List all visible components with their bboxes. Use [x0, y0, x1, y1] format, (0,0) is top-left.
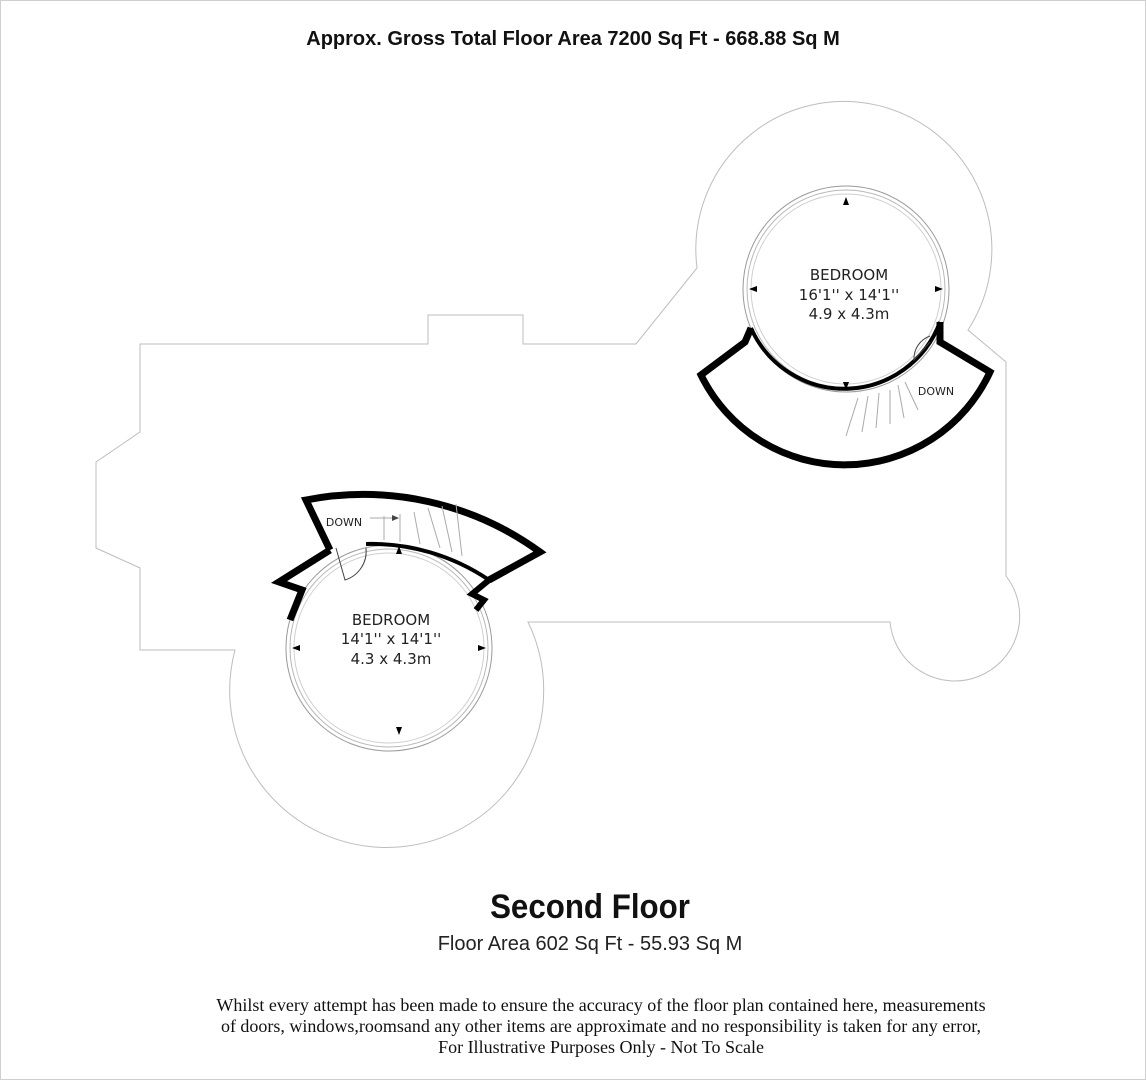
disclaimer	[173, 995, 1029, 1058]
building-outline	[96, 101, 1020, 847]
bedroom-1-plan	[701, 186, 990, 465]
stairs-down-label-1: DOWN	[917, 385, 955, 398]
bedroom-1-name: BEDROOM	[809, 266, 889, 284]
disclaimer-line-2: of doors, windows,roomsand any other items are approximate and no responsibility is taken for any error,	[220, 1016, 982, 1036]
bedroom-2-metric: 4.3 x 4.3m	[350, 650, 432, 668]
bedroom-2-plan	[279, 494, 540, 751]
bedroom-1-metric: 4.9 x 4.3m	[808, 305, 890, 323]
floor-title: Second Floor	[490, 888, 690, 926]
disclaimer-line-3: For Illustrative Purposes Only - Not To Scale	[438, 1037, 764, 1057]
stairs-down-label-2: DOWN	[325, 516, 363, 529]
bedroom-1-imperial: 16'1'' x 14'1''	[798, 286, 900, 304]
bedroom-2-imperial: 14'1'' x 14'1''	[340, 630, 442, 648]
floor-area: Floor Area 602 Sq Ft - 55.93 Sq M	[437, 933, 743, 955]
bedroom-2-name: BEDROOM	[351, 611, 431, 629]
disclaimer-line-1: Whilst every attempt has been made to ensure the accuracy of the floor plan contained here, measurements	[216, 995, 986, 1015]
total-area-header: Approx. Gross Total Floor Area 7200 Sq Ft - 668.88 Sq M	[306, 28, 840, 50]
